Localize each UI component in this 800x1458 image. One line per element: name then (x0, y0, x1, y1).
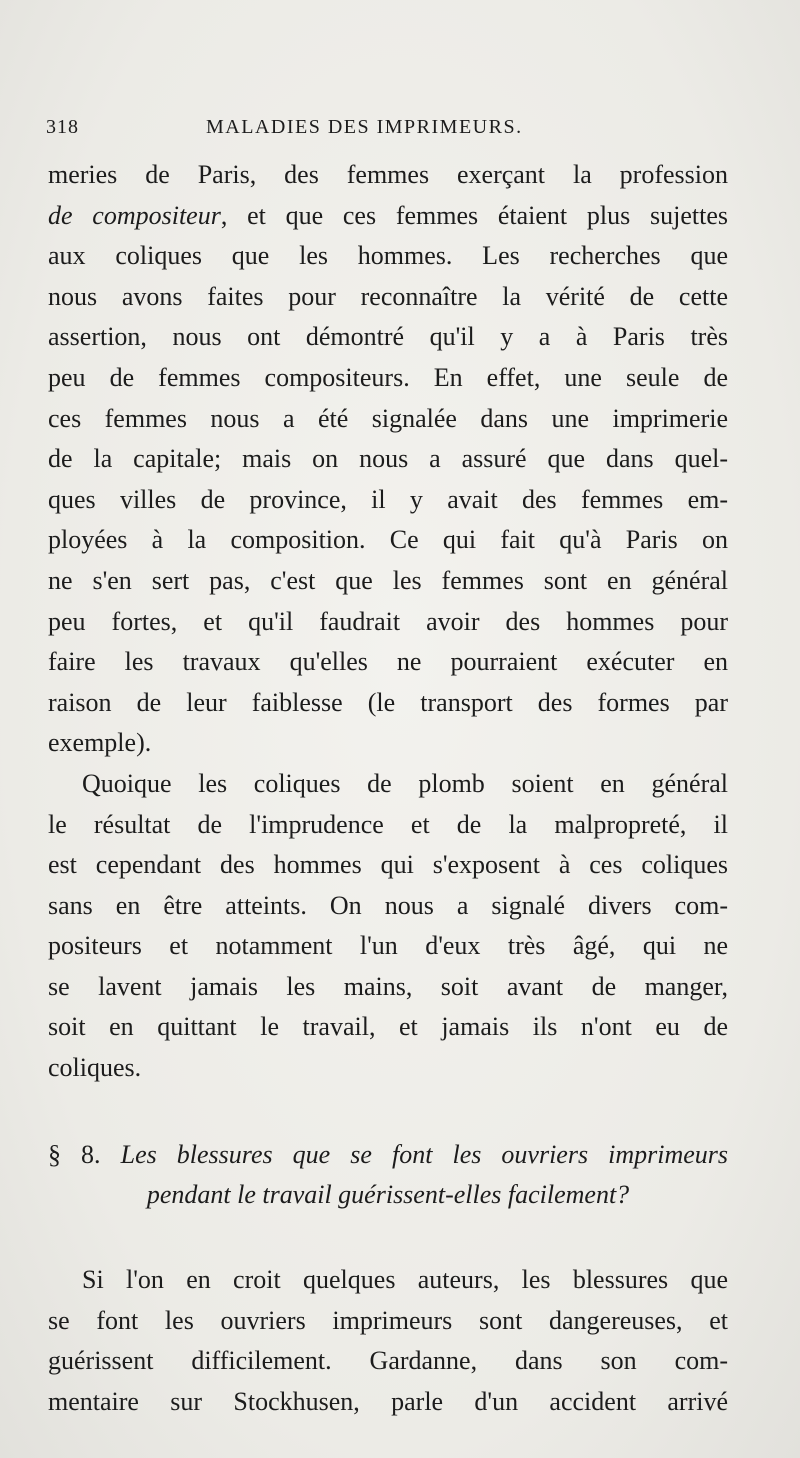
text-line: nous avons faites pour reconnaître la vérité de cette (48, 281, 728, 311)
text-line: peu de femmes compositeurs. En effet, une seule de (48, 362, 728, 392)
text-line: coliques. (48, 1053, 142, 1083)
section-number: § 8. (48, 1140, 101, 1169)
text-line: mentaire sur Stockhusen, parle d'un accident arrivé (48, 1386, 728, 1416)
section-title-part: Les blessures que se font les ouvriers imprimeurs (120, 1140, 729, 1169)
body-text-continued (48, 1260, 728, 1422)
page-number: 318 (46, 116, 79, 138)
text-line: guérissent difficilement. Gardanne, dans son com- (48, 1346, 728, 1376)
text-line: exemple). (48, 728, 152, 758)
section-heading (48, 1135, 728, 1215)
text-line: assertion, nous ont démontré qu'il y a à Paris très (48, 322, 728, 352)
text-line: faire les travaux qu'elles ne pourraient exécuter en (48, 647, 728, 677)
text-line: soit en quittant le travail, et jamais ils n'ont eu de (48, 1012, 728, 1042)
text-line: peu fortes, et qu'il faudrait avoir des hommes pour (48, 606, 728, 636)
text-line: se font les ouvriers imprimeurs sont dangereuses, et (48, 1305, 728, 1335)
text-line: raison de leur faiblesse (le transport des formes par (48, 687, 728, 717)
text-line: se lavent jamais les mains, soit avant de manger, (48, 971, 728, 1001)
text-line: Quoique les coliques de plomb soient en général (82, 768, 728, 798)
text-line: Si l'on en croit quelques auteurs, les blessures que (82, 1265, 728, 1294)
section-title-line (48, 1135, 728, 1175)
text-line: ques villes de province, il y avait des femmes em- (48, 484, 728, 514)
text-line: le résultat de l'imprudence et de la malpropreté, il (48, 809, 728, 839)
body-text (48, 155, 728, 1089)
text-fragment: de compositeur (48, 200, 221, 230)
text-line: aux coliques que les hommes. Les recherches que (48, 241, 728, 271)
text-line: ces femmes nous a été signalée dans une imprimerie (48, 403, 728, 433)
text-line: ployées à la composition. Ce qui fait qu'à Paris on (48, 525, 728, 555)
text-line: est cependant des hommes qui s'exposent à ces coliques (48, 850, 728, 880)
text-line: de la capitale; mais on nous a assuré que dans quel- (48, 444, 728, 474)
text-line: de compositeur, et que ces femmes étaient plus sujettes (48, 200, 728, 230)
text-line: positeurs et notamment l'un d'eux très âgé, qui ne (48, 931, 728, 961)
section-title-line: pendant le travail guérissent-elles facilement? (146, 1180, 630, 1209)
running-title: MALADIES DES IMPRIMEURS. (206, 116, 523, 138)
text-line: sans en être atteints. On nous a signalé divers com- (48, 890, 728, 920)
text-line: ne s'en sert pas, c'est que les femmes sont en général (48, 565, 728, 595)
page-header (46, 110, 736, 150)
text-line: meries de Paris, des femmes exerçant la profession (48, 160, 728, 189)
